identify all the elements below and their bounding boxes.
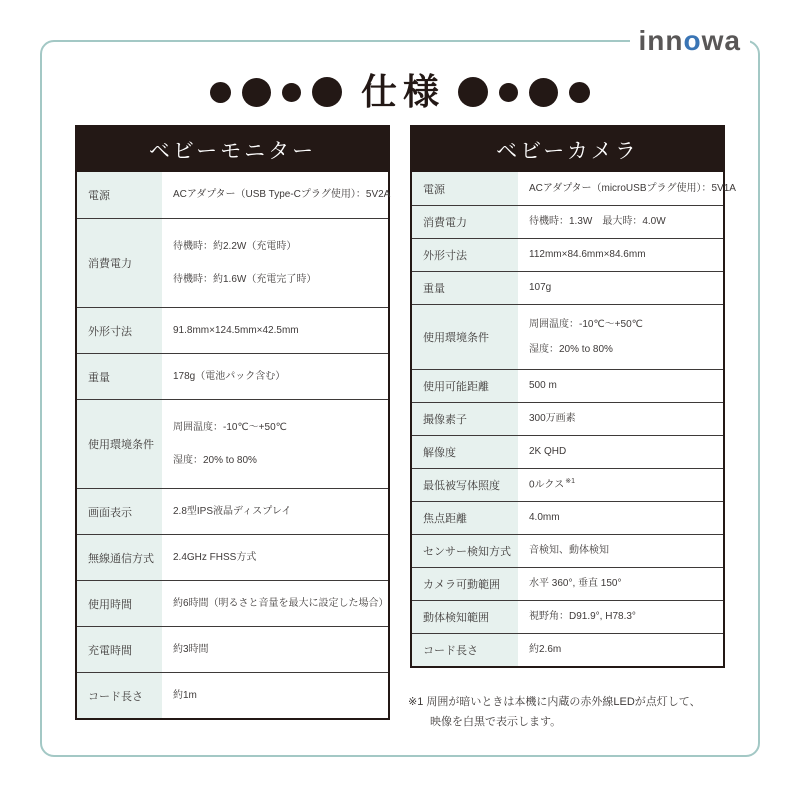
table-title-baby-monitor: ベビーモニター xyxy=(77,127,388,172)
spec-value xyxy=(518,601,723,633)
spec-value xyxy=(162,489,388,534)
spec-label: 撮像素子 xyxy=(412,403,518,435)
spec-value-line: 約2.6m xyxy=(529,644,562,655)
spec-row xyxy=(77,218,388,307)
logo-text-prefix: inn xyxy=(638,25,684,56)
spec-label: 使用可能距離 xyxy=(412,370,518,402)
spec-value-line: 4.0mm xyxy=(529,512,560,523)
spec-value xyxy=(518,206,723,238)
spec-label: コード長さ xyxy=(77,673,162,718)
spec-row xyxy=(412,468,723,501)
spec-label: 画面表示 xyxy=(77,489,162,534)
spec-value-line: 91.8mm×124.5mm×42.5mm xyxy=(173,324,299,336)
spec-label: 使用環境条件 xyxy=(77,400,162,488)
spec-label: 電源 xyxy=(77,172,162,218)
section-title-row xyxy=(0,71,800,112)
dot-icon xyxy=(242,78,271,107)
spec-row xyxy=(412,600,723,633)
spec-value-line: 待機時：約2.2W（充電時） xyxy=(173,240,297,252)
spec-value xyxy=(162,627,388,672)
spec-row xyxy=(77,580,388,626)
footnote-line: ※1 周囲が暗いときは本機に内蔵の赤外線LEDが点灯して、 xyxy=(408,696,701,708)
dot-icon xyxy=(312,77,342,107)
spec-row xyxy=(77,672,388,718)
dot-icon xyxy=(282,83,301,102)
spec-row xyxy=(77,534,388,580)
logo-text-suffix: wa xyxy=(701,25,741,56)
spec-value xyxy=(162,219,388,307)
dot-icon xyxy=(499,83,518,102)
spec-value-line: 待機時：1.3W 最大時：4.0W xyxy=(529,216,666,227)
spec-value-line: 待機時：約1.6W（充電完了時） xyxy=(173,273,317,285)
spec-value-line: 2.4GHz FHSS方式 xyxy=(173,551,257,563)
baby-monitor-spec-table xyxy=(75,125,390,720)
spec-row xyxy=(412,271,723,304)
spec-label: カメラ可動範囲 xyxy=(412,568,518,600)
spec-value-line: ACアダプター（USB Type-Cプラグ使用）：5V2A xyxy=(173,189,391,200)
spec-value-line: 湿度：20% to 80% xyxy=(529,343,613,355)
spec-value-line: 水平 360°, 垂直 150° xyxy=(529,578,622,589)
spec-label: 充電時間 xyxy=(77,627,162,672)
spec-value xyxy=(518,305,723,369)
table-title-baby-camera: ベビーカメラ xyxy=(412,127,723,172)
spec-value-line: 湿度：20% to 80% xyxy=(173,454,257,466)
spec-value xyxy=(518,634,723,666)
spec-value xyxy=(518,370,723,402)
spec-label: 使用時間 xyxy=(77,581,162,626)
spec-row xyxy=(77,488,388,534)
spec-value xyxy=(518,469,723,501)
brand-logo xyxy=(630,24,750,58)
spec-value-line: 周囲温度：-10℃〜+50℃ xyxy=(173,421,287,433)
spec-row xyxy=(412,369,723,402)
table-rows xyxy=(412,172,736,666)
spec-value xyxy=(518,502,723,534)
spec-row xyxy=(412,402,723,435)
spec-value xyxy=(518,239,723,271)
spec-value xyxy=(518,272,723,304)
dot-icon xyxy=(458,77,488,107)
spec-label: 無線通信方式 xyxy=(77,535,162,580)
spec-label: センサー検知方式 xyxy=(412,535,518,567)
spec-value xyxy=(162,535,388,580)
spec-value-line: ACアダプター（microUSBプラグ使用）：5V1A xyxy=(529,182,736,194)
spec-row xyxy=(412,534,723,567)
spec-value xyxy=(518,568,723,600)
spec-value xyxy=(518,436,723,468)
spec-label: 消費電力 xyxy=(412,206,518,238)
spec-label: 使用環境条件 xyxy=(412,305,518,369)
spec-value-line: 音検知、動体検知 xyxy=(529,545,609,556)
spec-value-line: 500 m xyxy=(529,380,557,391)
spec-value-line: 約6時間（明るさと音量を最大に設定した場合） xyxy=(173,597,389,609)
spec-value-line: 0ルクス$^{※1}$ xyxy=(529,478,576,491)
table-rows xyxy=(77,172,391,718)
spec-value xyxy=(162,581,393,626)
spec-row xyxy=(412,238,723,271)
spec-row xyxy=(412,501,723,534)
spec-label: 重量 xyxy=(412,272,518,304)
spec-value-line: 178g（電池パック含む） xyxy=(173,370,286,382)
spec-row xyxy=(77,399,388,488)
footnote-line: 映像を白黒で表示します。 xyxy=(430,716,562,729)
spec-value xyxy=(518,535,723,567)
spec-label: コード長さ xyxy=(412,634,518,666)
spec-value-line: 2K QHD xyxy=(529,446,567,457)
dot-icon xyxy=(569,82,590,103)
page-title: 仕様 xyxy=(360,71,445,112)
baby-camera-spec-table xyxy=(410,125,736,668)
spec-label: 解像度 xyxy=(412,436,518,468)
spec-label: 動体検知範囲 xyxy=(412,601,518,633)
spec-value xyxy=(518,172,740,205)
spec-label: 最低被写体照度 xyxy=(412,469,518,501)
spec-label: 外形寸法 xyxy=(412,239,518,271)
spec-value xyxy=(162,673,388,718)
spec-value-line: 107g xyxy=(529,282,552,293)
logo-highlight-letter: o xyxy=(683,25,702,56)
spec-row xyxy=(412,205,723,238)
spec-label: 消費電力 xyxy=(77,219,162,307)
spec-row xyxy=(77,172,391,218)
spec-row xyxy=(412,567,723,600)
spec-row xyxy=(77,626,388,672)
spec-row xyxy=(412,304,723,369)
footnote-ref: ※1 xyxy=(565,478,576,486)
spec-row xyxy=(412,435,723,468)
dot-icon xyxy=(210,82,231,103)
spec-value-line: 112mm×84.6mm×84.6mm xyxy=(529,249,646,260)
dot-icon xyxy=(529,78,558,107)
spec-row xyxy=(77,307,388,353)
spec-value-line: 2.8型IPS液晶ディスプレイ xyxy=(173,505,292,517)
spec-value-line: 300万画素 xyxy=(529,413,576,424)
spec-value xyxy=(162,400,388,488)
spec-label: 焦点距離 xyxy=(412,502,518,534)
spec-value xyxy=(518,403,723,435)
spec-row xyxy=(412,633,723,666)
spec-value-line: 約1m xyxy=(173,689,197,701)
spec-row xyxy=(412,172,736,205)
spec-label: 重量 xyxy=(77,354,162,399)
spec-value xyxy=(162,308,388,353)
spec-value-line: 約3時間 xyxy=(173,643,209,655)
spec-value-line: 視野角：D91.9°, H78.3° xyxy=(529,611,636,622)
spec-row xyxy=(77,353,388,399)
spec-value xyxy=(162,172,394,218)
spec-value-line: 周囲温度：-10℃〜+50℃ xyxy=(529,318,643,330)
spec-label: 電源 xyxy=(412,172,518,205)
spec-label: 外形寸法 xyxy=(77,308,162,353)
spec-value xyxy=(162,354,388,399)
footnote xyxy=(408,692,728,733)
